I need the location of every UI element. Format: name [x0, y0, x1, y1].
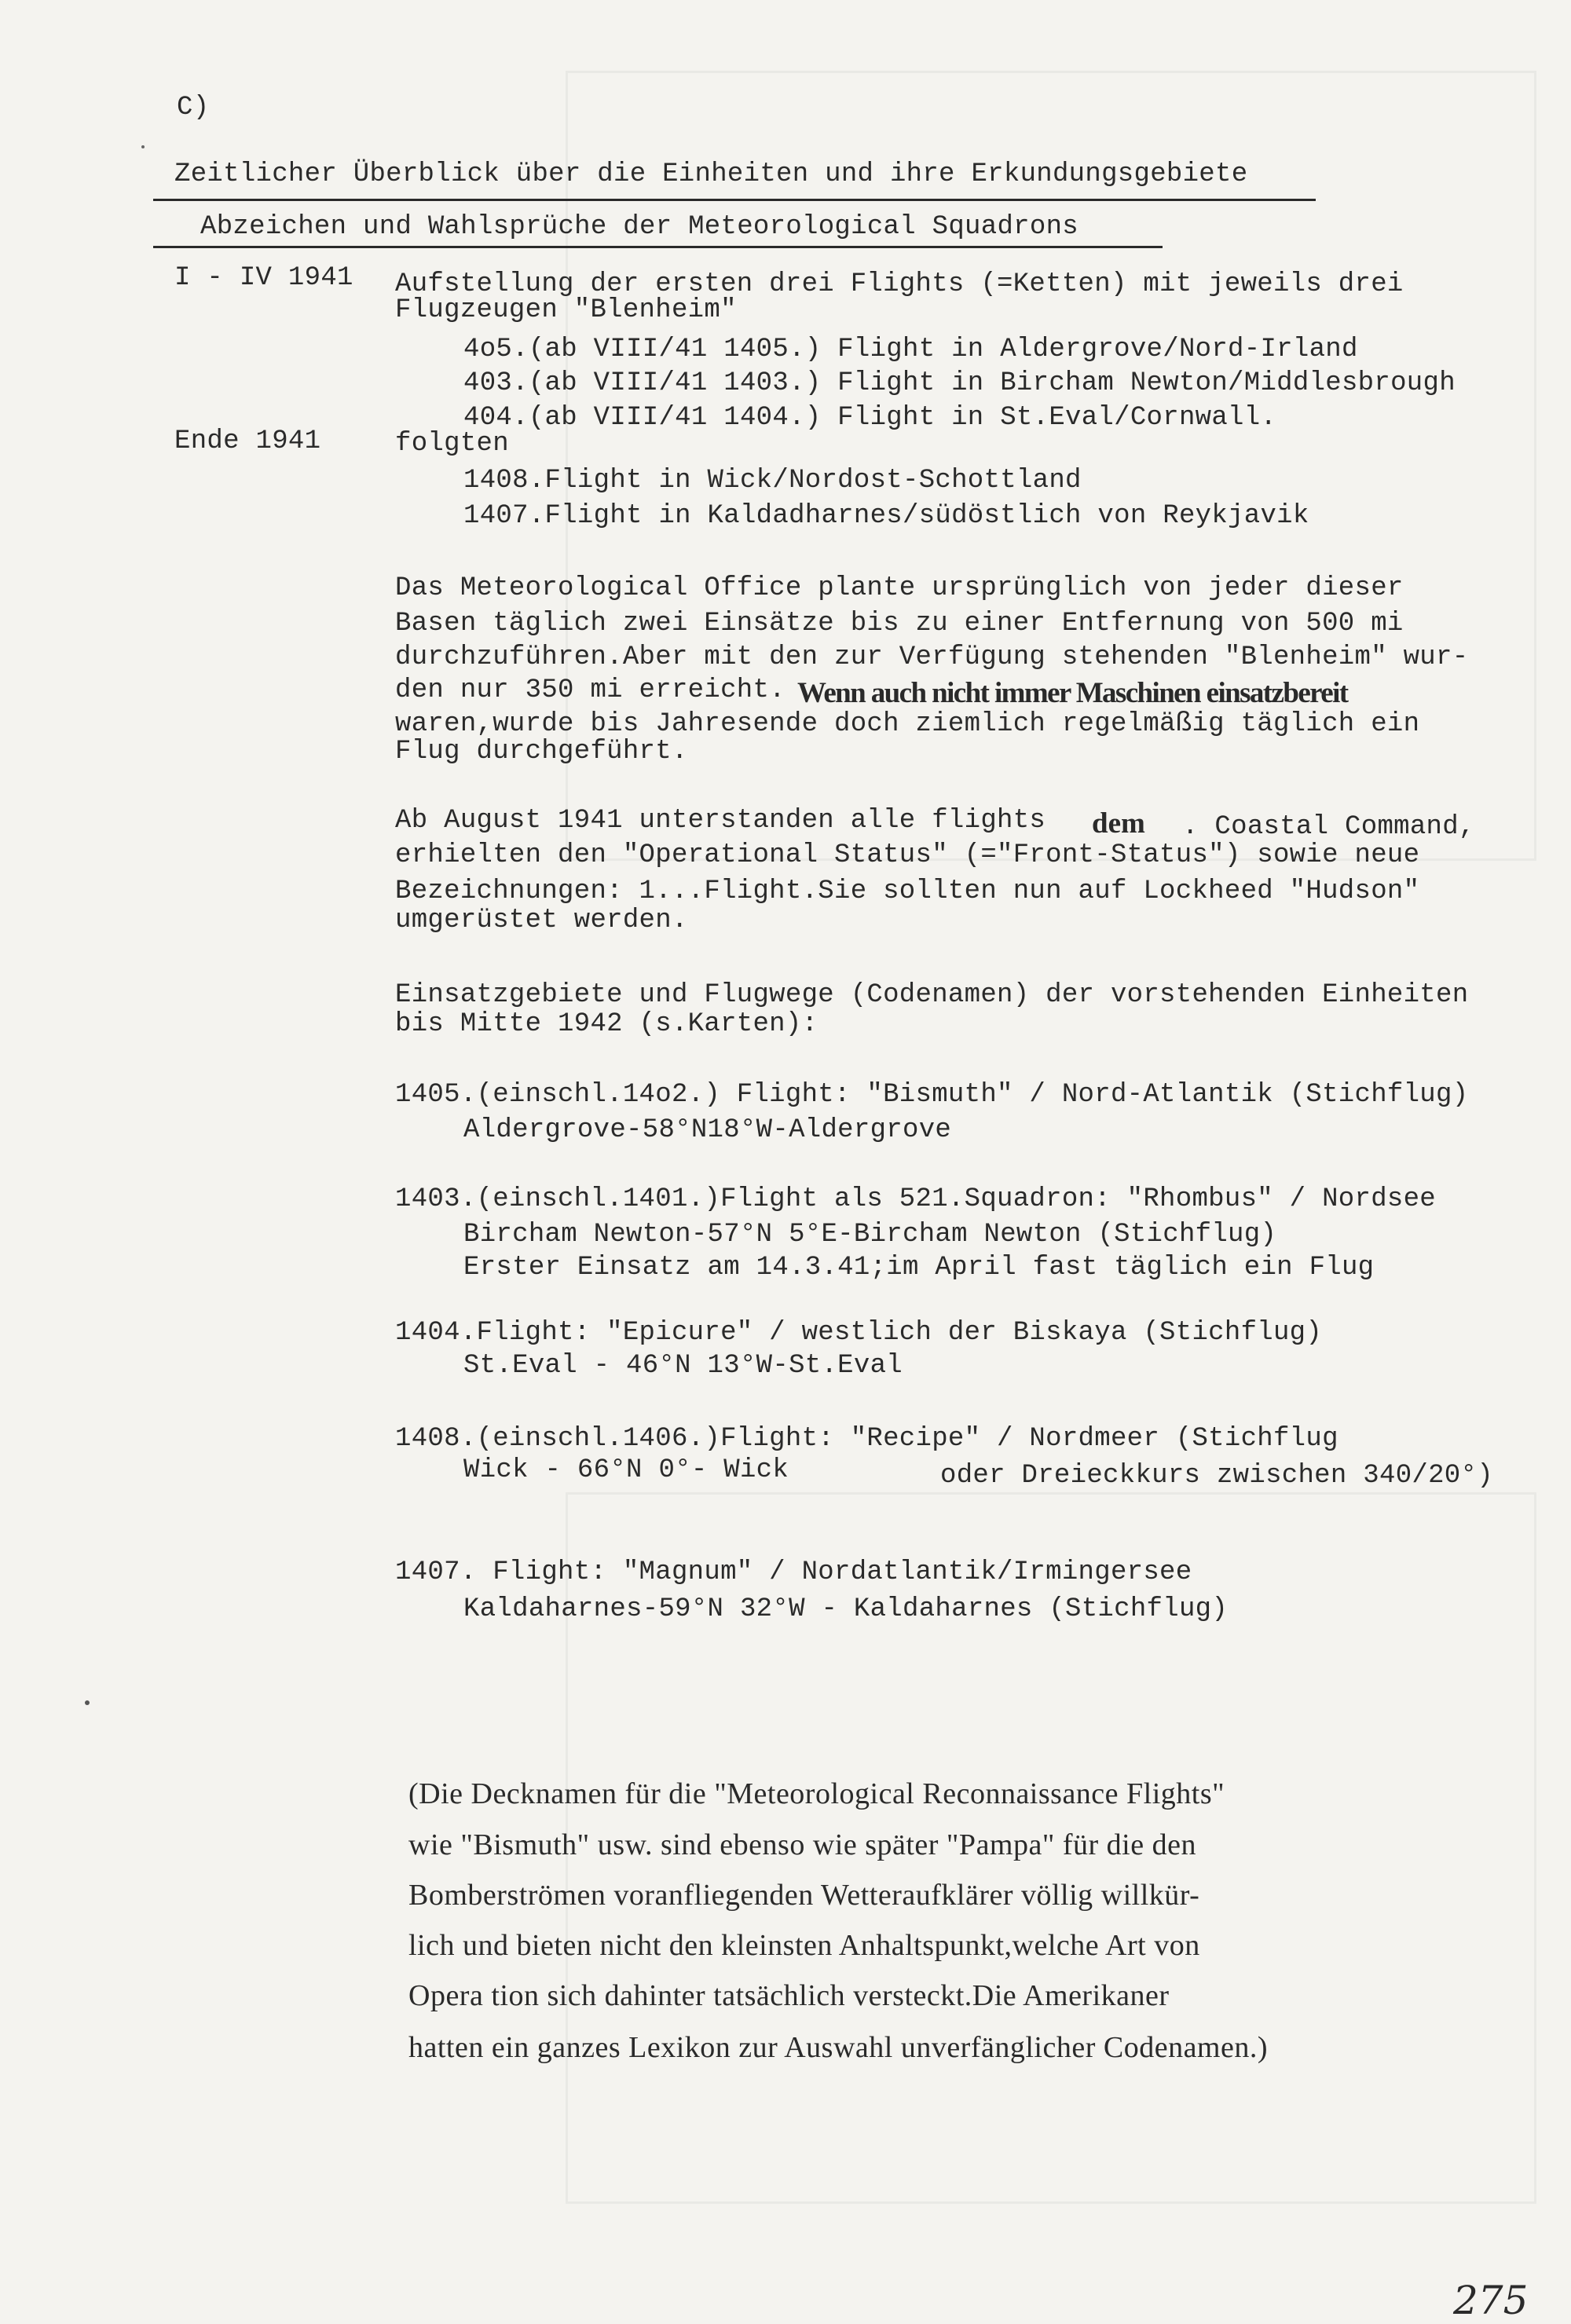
flight-line: 1407.Flight in Kaldadharnes/südöstlich von Reykjavik: [463, 501, 1309, 531]
operation-line: Wick - 66°N 0°- Wick: [463, 1455, 789, 1485]
timeline-date: Ende 1941: [174, 426, 321, 456]
operation-line: St.Eval - 46°N 13°W-St.Eval: [463, 1351, 903, 1381]
operation-line: 1407. Flight: "Magnum" / Nordatlantik/Irmingersee: [395, 1557, 1192, 1587]
note-line: Bomberströmen voranfliegenden Wetteraufklärer völlig willkür-: [408, 1879, 1200, 1912]
note-line: wie "Bismuth" usw. sind ebenso wie später "Pampa" für die den: [408, 1828, 1196, 1861]
paragraph-line: Basen täglich zwei Einsätze bis zu einer Entfernung von 500 mi: [395, 609, 1404, 639]
operation-line: 1408.(einschl.1406.)Flight: "Recipe" / Nordmeer (Stichflug: [395, 1424, 1338, 1454]
paragraph-line: waren,wurde bis Jahresende doch ziemlich regelmäßig täglich ein: [395, 709, 1420, 739]
note-line: lich und bieten nicht den kleinsten Anhaltspunkt,welche Art von: [408, 1929, 1200, 1962]
paragraph-line: Das Meteorological Office plante ursprünglich von jeder dieser: [395, 573, 1404, 603]
speck: [141, 145, 145, 148]
paragraph-line: Bezeichnungen: 1...Flight.Sie sollten nun auf Lockheed "Hudson": [395, 877, 1420, 906]
flight-line: 4o5.(ab VIII/41 1405.) Flight in Aldergrove/Nord-Irland: [463, 335, 1358, 364]
flight-line: 1408.Flight in Wick/Nordost-Schottland: [463, 466, 1082, 496]
heading-underline-2: [153, 246, 1163, 248]
paragraph-line: Ab August 1941 unterstanden alle flights: [395, 806, 1046, 836]
flight-line: 404.(ab VIII/41 1404.) Flight in St.Eval/Cornwall.: [463, 403, 1277, 433]
operation-line: 1405.(einschl.14o2.) Flight: "Bismuth" / Nord-Atlantik (Stichflug): [395, 1080, 1469, 1110]
operation-line: 1403.(einschl.1401.)Flight als 521.Squadron: "Rhombus" / Nordsee: [395, 1184, 1437, 1214]
paragraph-line: umgerüstet werden.: [395, 906, 688, 935]
typed-insert: dem: [1092, 807, 1145, 840]
operation-line: 1404.Flight: "Epicure" / westlich der Biskaya (Stichflug): [395, 1318, 1323, 1348]
timeline-date: I - IV 1941: [174, 263, 353, 293]
note-line: (Die Decknamen für die "Meteorological Reconnaissance Flights": [408, 1777, 1225, 1810]
paragraph-line: erhielten den "Operational Status" (="Front-Status") sowie neue: [395, 840, 1420, 870]
operation-line: Erster Einsatz am 14.3.41;im April fast täglich ein Flug: [463, 1253, 1375, 1283]
paragraph-line: Flug durchgeführt.: [395, 737, 688, 767]
page-number: 275: [1453, 2278, 1529, 2323]
heading-line-2: Abzeichen und Wahlsprüche der Meteorological Squadrons: [200, 212, 1078, 242]
operation-line: Bircham Newton-57°N 5°E-Bircham Newton (Stichflug): [463, 1220, 1277, 1250]
timeline-text: Aufstellung der ersten drei Flights (=Ketten) mit jeweils drei: [395, 269, 1404, 299]
operation-line: Aldergrove-58°N18°W-Aldergrove: [463, 1115, 952, 1145]
timeline-text: folgten: [395, 429, 509, 459]
note-line: Opera tion sich dahinter tatsächlich versteckt.Die Amerikaner: [408, 1979, 1170, 2012]
flight-line: 403.(ab VIII/41 1403.) Flight in Bircham Newton/Middlesbrough: [463, 368, 1456, 398]
speck: [85, 1700, 90, 1705]
section-label: C): [177, 93, 210, 123]
paragraph-line: . Coastal Command,: [1182, 812, 1475, 842]
typed-insert: Wenn auch nicht immer Maschinen einsatzbereit: [797, 677, 1348, 709]
heading-line-1: Zeitlicher Überblick über die Einheiten und ihre Erkundungsgebiete: [174, 159, 1248, 189]
operation-line: oder Dreieckkurs zwischen 340/20°): [940, 1461, 1493, 1491]
paragraph-line: bis Mitte 1942 (s.Karten):: [395, 1009, 818, 1039]
paragraph-line: den nur 350 mi erreicht.: [395, 675, 786, 705]
paragraph-line: Einsatzgebiete und Flugwege (Codenamen) der vorstehenden Einheiten: [395, 980, 1469, 1010]
operation-line: Kaldaharnes-59°N 32°W - Kaldaharnes (Stichflug): [463, 1594, 1229, 1624]
paragraph-line: durchzuführen.Aber mit den zur Verfügung stehenden "Blenheim" wur-: [395, 642, 1469, 672]
heading-underline-1: [153, 199, 1316, 201]
timeline-text: Flugzeugen "Blenheim": [395, 295, 737, 325]
note-line: hatten ein ganzes Lexikon zur Auswahl unverfänglicher Codenamen.): [408, 2031, 1269, 2064]
